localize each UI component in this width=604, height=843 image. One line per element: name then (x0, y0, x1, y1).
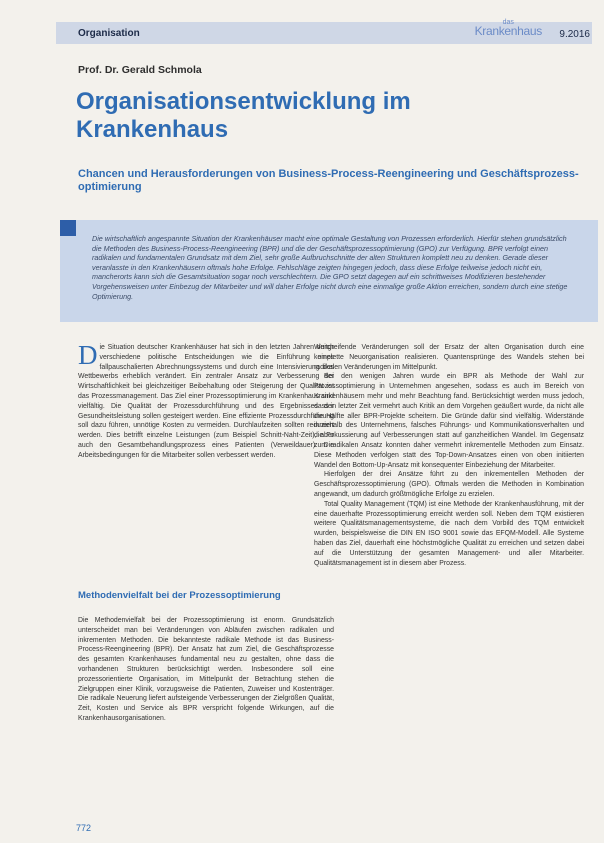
intro-paragraph (78, 340, 334, 461)
section-heading: Methodenvielfalt bei der Prozessoptimierung (78, 590, 281, 601)
intro-text: ie Situation deutscher Krankenhäuser hat sich in den letzten Jahren durch verschiedene politische Entscheidungen wie die Einführung eines fallpauschalierten Abrechnungssystems und durch eine Intensivierung des Wettbewerbs erheblich verändert. Ein zentraler Ansatz zur Verbesserung der Wirtschaftlichkeit bei gleichzeitiger Beibehaltung oder Steigerung der Qualität ist das Prozessmanagement. Das Ziel einer Prozessoptimierung im Krankenhaus sind vielfältig. Die Qualität der Prozessdurchführung und des Ergebnisses der Gesundheitsleistung sollen gesteigert werden. Eine effiziente Prozessdurchführung soll dazu führen, unnötige Kosten zu vermeiden. Durchlaufzeiten sollten reduziert werden. Dies betrifft einzelne Leistungen (zum Beispiel Schnitt-Naht-Zeit), aber auch den Gesamtbehandlungsprozess eines Patienten (Verweildauer). Die Arbeitsbedingungen für die Mitarbeiter sollen verbessert werden. (78, 344, 334, 459)
drop-cap: D (78, 340, 98, 370)
paragraph: Hierfolgen der drei Ansätze führt zu den inkrementellen Methoden der Geschäftsprozessoptimierung (GPO). Oftmals werden die Methoden in Kombination angewandt, um dadurch größtmögliche Erfolge zu erzielen. (314, 471, 584, 498)
magazine-logo-top: das (502, 19, 514, 26)
section-label: Organisation (78, 28, 140, 39)
magazine-logo-name: Krankenhaus (474, 24, 542, 38)
paragraph: Bei den wenigen Jahren wurde ein BPR als Methode der Wahl zur Prozessoptimierung in Unternehmen angesehen, sodass es auch im Bereich von Krankenhäusern mehr und mehr Beachtung fand. Berücksichtigt werden muss jedoch, dass in letzter Zeit vermehrt auch Kritik an dem Vorgehen geäußert wurde, da nicht alle die Hälfte aller BPR-Projekte scheitern. Die Gründe dafür sind vielfältig. Widerstände innerhalb des Unternehmens, falsches Führungs- und Kommunikationsverhalten und die Fokussierung auf Verbesserungen statt auf ganzheitlichen Wandel. Im Gegensatz zum radikalen Ansatz konnten daher vermehrt inkrementelle Methoden zum Einsatz. Diese Methoden verfolgen statt des Top-Down-Ansatzes einen von oben initiierten Wandel den Bottom-Up-Ansatz mit konsequenter Einbeziehung der Mitarbeiter. (314, 373, 584, 469)
left-column (78, 340, 334, 461)
article-subtitle: Chancen und Herausforderungen von Business-Process-Reengineering und Geschäftsprozess-optimierung (78, 168, 579, 193)
paragraph: Weitgreifende Veränderungen soll der Ersatz der alten Organisation durch eine komplette Neuorganisation realisieren. Quantensprünge des Wandels stehen bei radikalen Veränderungen im Mittelpunkt. (314, 344, 584, 371)
article-title: Organisationsentwicklung im Krankenhaus (76, 88, 411, 143)
paragraph: Die Methodenvielfalt bei der Prozessoptimierung ist enorm. Grundsätzlich unterscheidet man bei Veränderungen von Abläufen zwischen radikalen und inkrementen Methoden. Die bekannteste radikale Methode ist das Business-Process-Reengineering (BPR). Der Ansatz hat zum Ziel, die Geschäftsprozesse des gesamten Krankenhauses fundamental neu zu gestalten, ohne dass die vorhandenen Strukturen berücksichtigt werden. Insbesondere soll eine prozessorientierte Organisation, im Mittelpunkt der Betrachtung stehen die Zielgruppen einer Klinik, vorzugsweise die Patienten, Zuweiser und Kostenträger. Die radikale Neuerung liefert aufsteigende Verbesserungen der Zielgrößen Qualität, Zeit, Kosten und Service als BPR verspricht folgende Wirkungen, auf die Krankenhausorganisationen. (78, 617, 334, 722)
issue-number: 9.2016 (559, 29, 590, 40)
page-number: 772 (76, 823, 92, 833)
paragraph: Total Quality Management (TQM) ist eine Methode der Krankenhausführung, mit der eine dauerhafte Prozessoptimierung erreicht werden soll. Neben dem TQM existieren weitere Qualitätsmanagementsysteme, die nach dem Vorbild des TQM entwickelt wurden, beispielsweise die DIN EN ISO 9001 sowie das EFQM-Modell. Alle Systeme haben das Ziel, dauerhaft eine höchstmögliche Qualität zu erreichen und setzen dabei auf die Unterstützung der gesamten Management- und aller Mitarbeiter. Qualitätsmanagement ist in diesem aber Prozess. (314, 500, 584, 567)
abstract-text: Die wirtschaftlich angespannte Situation der Krankenhäuser macht eine optimale Gestaltung von Prozessen erforderlich. Hierfür stehen grundsätzlich die Methoden des Business-Process-Reengineering (BPR) und die der Geschäftsprozessoptimierung (GPO) zur Verfügung. BPR verfolgt einen radikalen und fundamentalen Grundsatz mit dem Ziel, sehr große Aufbruchschnitte der alten Strukturen komplett neu zu denken. Gerade dieser veranlasste in den Krankenhäusern oftmals hohe Erfolge. Fehlschläge zeigten hingegen jedoch, dass diese Erfolge teilweise jedoch nicht ein, mancherorts kann sich die Gesamtsituation sogar noch verschlechtern. Die GPO setzt dagegen auf ein schrittweises Modifizieren bestehender Vorgehensweisen unter Einbezug der Mitarbeiter und will daher Erfolge nicht durch eine einmalige große Aktion erreichen, sondern durch eine stetige Optimierung. (92, 234, 568, 301)
magazine-logo (474, 19, 542, 38)
author-name: Prof. Dr. Gerald Schmola (78, 64, 202, 76)
abstract-marker (60, 220, 76, 236)
left-column-lower (78, 616, 334, 724)
right-column (314, 343, 584, 568)
